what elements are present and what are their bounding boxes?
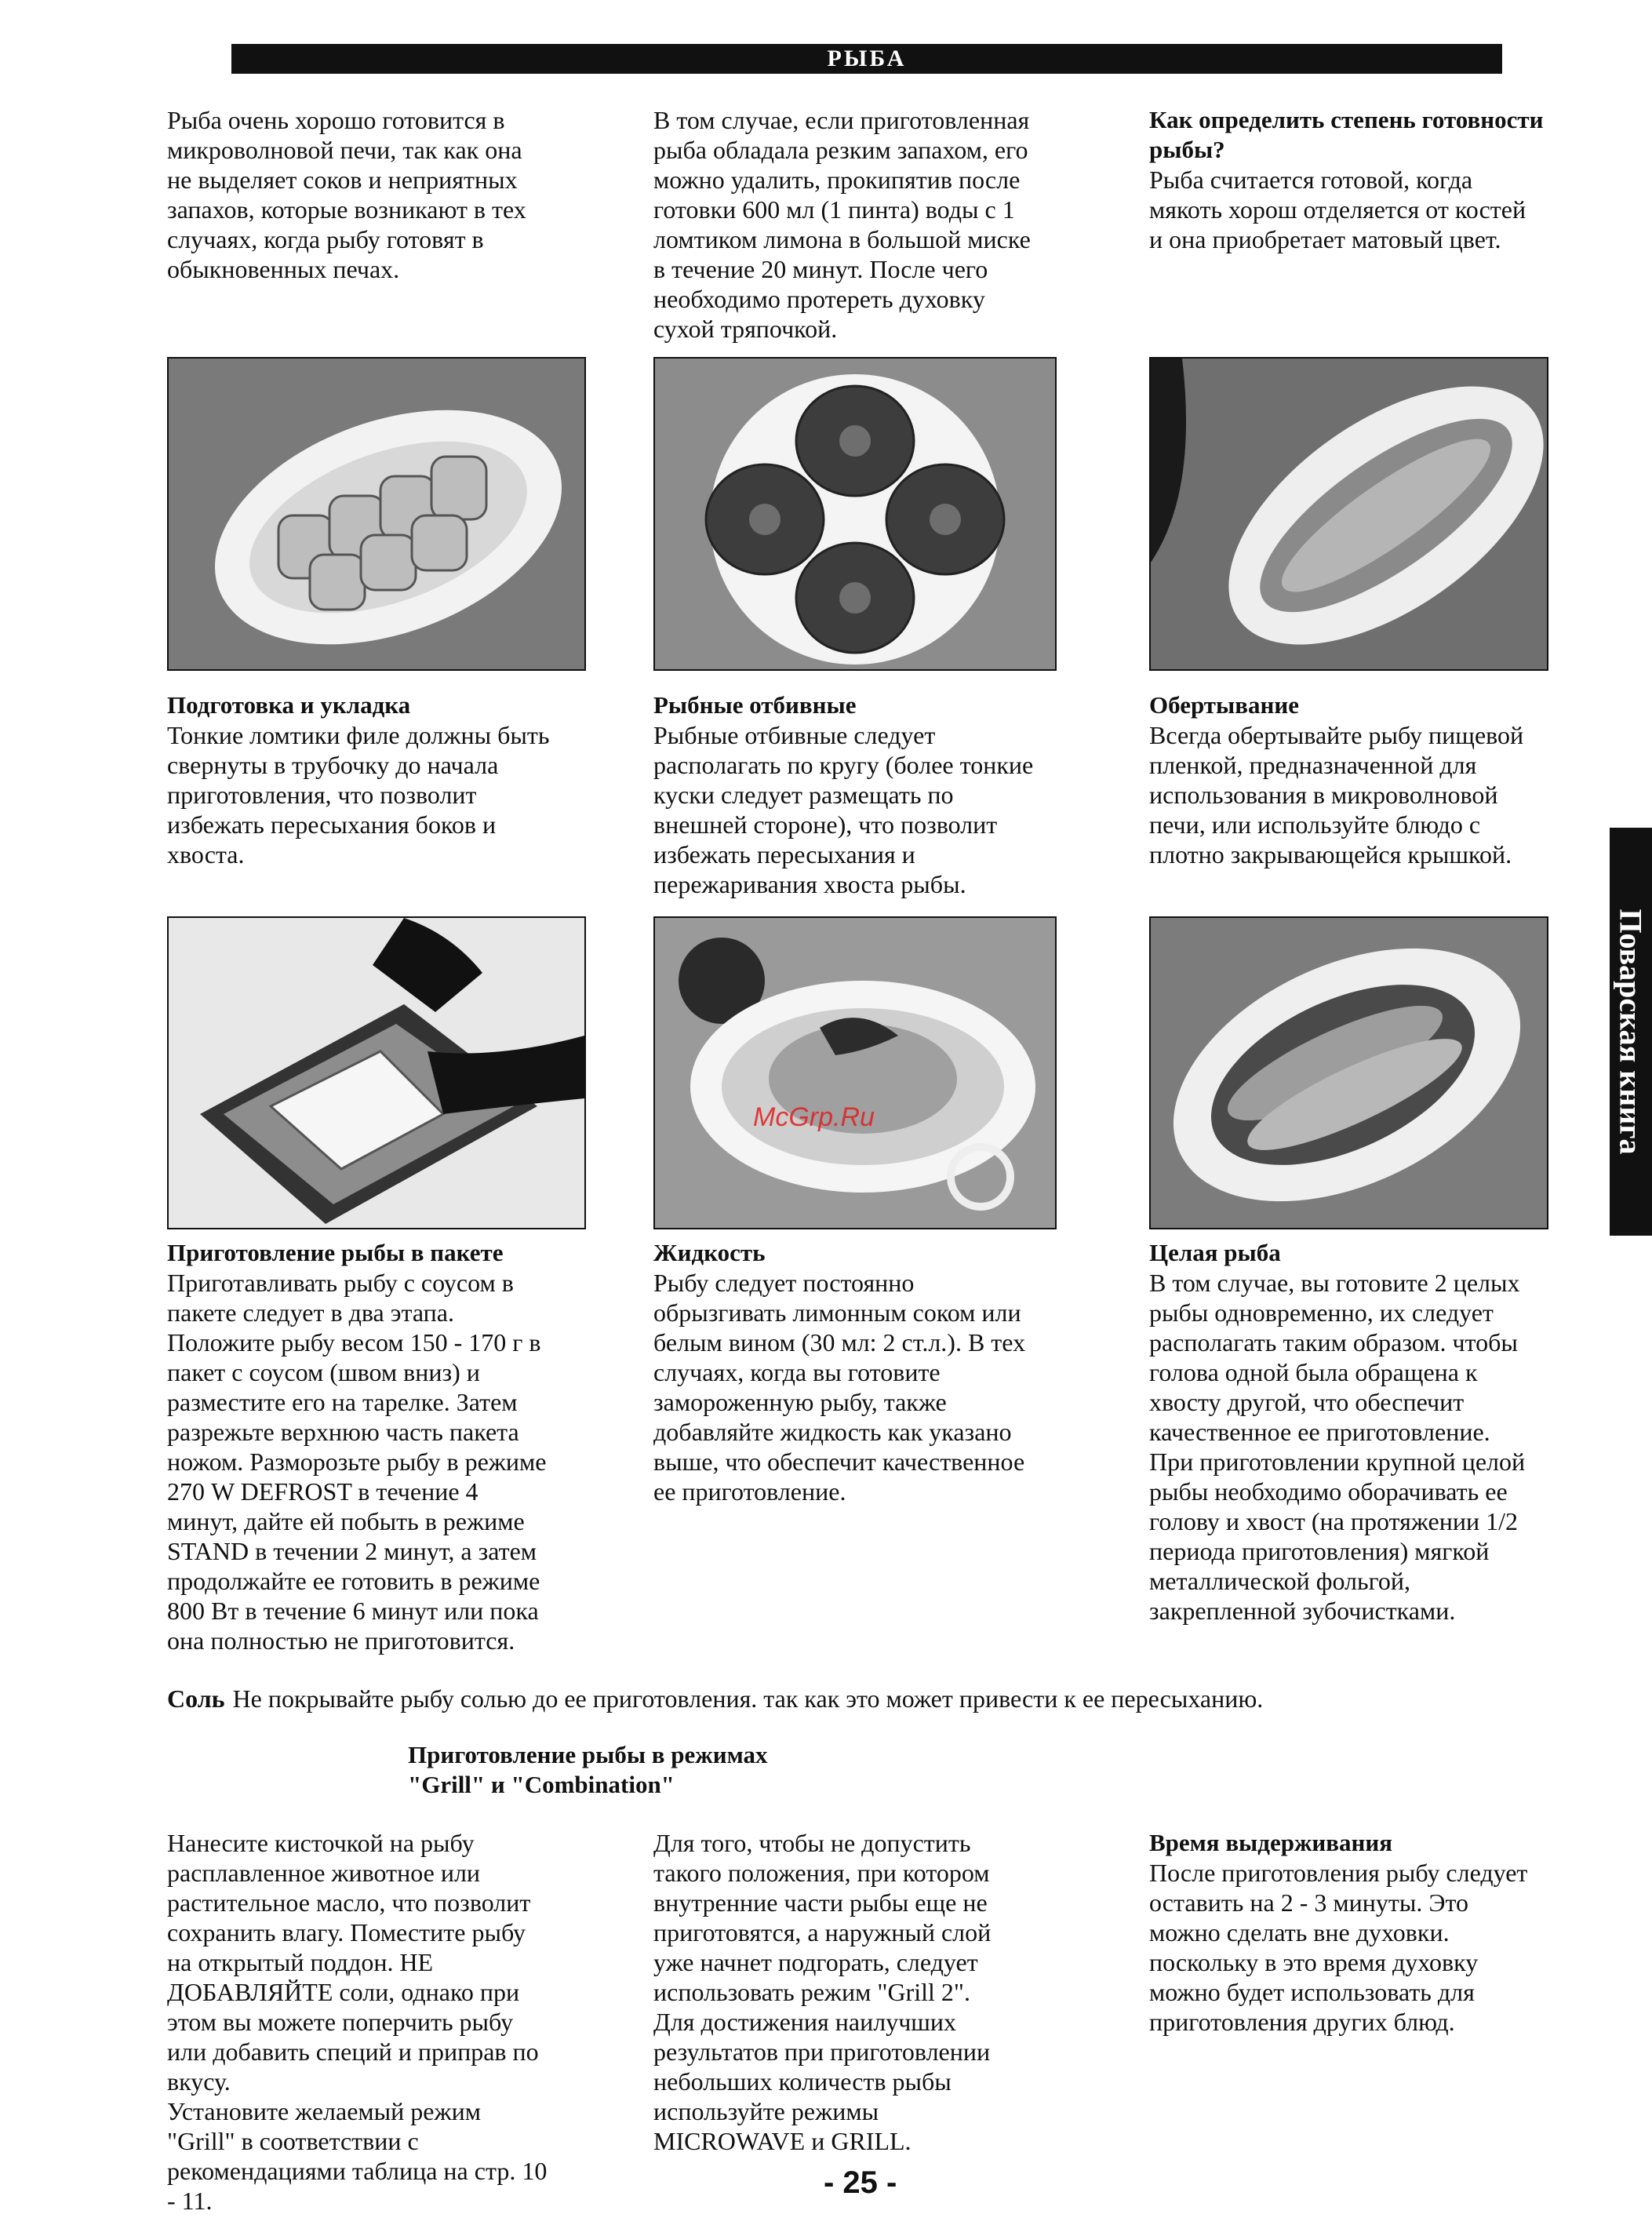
caption-liquid — [653, 1238, 1108, 1506]
photo-whole-fish — [1149, 916, 1548, 1229]
intro-column-1 — [167, 105, 606, 284]
section-header-bar — [231, 44, 1502, 74]
grill-text-2: Для того, чтобы не допустить такого положения, при котором внутренние части рыбы еще не приготовятся, а наружный слой уже начнет подгорать, следует использовать режим "Grill 2". Для достижения наилучших результатов при приготовлении небольших количеств рыбы используйте режимы MICROWAVE и GRILL. — [653, 1829, 992, 2155]
caption-liquid-text: Рыбу следует постоянно обрызгивать лимонным соком или белым вином (30 мл: 2 ст.л.). В тех случаях, когда вы готовите замороженную рыбу, также добавляйте жидкость как указано выше, что обеспечит качественное ее приготовление. — [653, 1269, 1026, 1506]
grill-column-1 — [167, 1828, 622, 2216]
salt-label: Соль — [167, 1684, 225, 1713]
photo-fish-steaks — [653, 357, 1057, 671]
photo-wrapped-fish — [1149, 357, 1548, 671]
section-title: РЫБА — [827, 46, 907, 71]
caption-whole-fish-title: Целая рыба — [1149, 1239, 1281, 1266]
photo-fish-in-bag — [167, 916, 586, 1229]
caption-liquid-title: Жидкость — [653, 1239, 766, 1266]
standing-time-heading: Время выдерживания — [1149, 1829, 1393, 1856]
cookbook-side-tab — [1610, 828, 1652, 1236]
caption-wrapping-title: Обертывание — [1149, 691, 1299, 719]
caption-bag-text: Приготавливать рыбу с соусом в пакете следует в два этапа. Положите рыбу весом 150 - 170 г в пакет с соусом (швом вниз) и разместите его на тарелке. Затем разрежьте верхнюю часть пакета ножом. Разморозьте рыбу в режиме 270 W DEFROST в течение 4 минут, дайте ей побыть в режиме STAND в течении 2 минут, а затем продолжайте ее готовить в режиме 800 Вт в течение 6 минут или пока она полностью не приготовится. — [167, 1269, 547, 1655]
caption-fish-steaks — [653, 690, 1108, 899]
caption-whole-fish — [1149, 1238, 1604, 1626]
cookbook-side-tab-label: Поварская книга — [1613, 909, 1649, 1155]
grill-section-heading: Приготовление рыбы в режимах "Grill" и "Combination" — [408, 1741, 768, 1798]
photo-fish-with-liquid — [653, 916, 1057, 1229]
caption-preparation-text: Тонкие ломтики филе должны быть свернуты в трубочку до начала приготовления, что позволит избежать пересыхания боков и хвоста. — [167, 721, 550, 869]
caption-fish-steaks-title: Рыбные отбивные — [653, 691, 857, 719]
grill-column-2 — [653, 1828, 1108, 2156]
photo-rolled-fillets — [167, 357, 586, 671]
salt-note — [167, 1684, 1501, 1713]
caption-wrapping — [1149, 690, 1604, 869]
watermark: McGrp.Ru — [753, 1102, 875, 1132]
caption-bag — [167, 1238, 622, 1655]
salt-text: Не покрывайте рыбу солью до ее приготовления. так как это может привести к ее пересыханию. — [232, 1684, 1264, 1713]
caption-fish-steaks-text: Рыбные отбивные следует располагать по кругу (более тонкие куски следует размещать по внешней стороне), что позволит избежать пересыхания и пережаривания хвоста рыбы. — [653, 721, 1034, 898]
caption-whole-fish-text: В том случае, вы готовите 2 целых рыбы одновременно, их следует располагать таким образом. чтобы голова одной была обращена к хвосту другой, что обеспечит качественное ее приготовление. При приготовлении крупной целой рыбы необходимо оборачивать ее голову и хвост (на протяжении 1/2 периода приготовления) мягкой металлической фольгой, закрепленной зубочистками. — [1149, 1269, 1526, 1625]
doneness-text: Рыба считается готовой, когда мякоть хорош отделяется от костей и она приобретает матовый цвет. — [1149, 166, 1526, 253]
caption-wrapping-text: Всегда обертывайте рыбу пищевой пленкой, предназначенной для использования в микроволновой печи, или используйте блюдо с плотно закрывающейся крышкой. — [1149, 721, 1524, 869]
page-number: - 25 - — [824, 2165, 897, 2200]
intro-column-2 — [653, 105, 1108, 344]
intro-column-3 — [1149, 105, 1620, 254]
caption-preparation-title: Подготовка и укладка — [167, 691, 411, 719]
grill-text-1: Нанесите кисточкой на рыбу расплавленное животное или растительное масло, что позволит сохранить влагу. Поместите рыбу на открытый поддон. НЕ ДОБАВЛЯЙТЕ соли, однако при этом вы можете поперчить рыбу или добавить специй и приправ по вкусу. Установите желаемый режим "Grill" в соответствии с рекомендациями таблица на стр. 10 - 11. — [167, 1829, 548, 2215]
intro-text-1: Рыба очень хорошо готовится в микроволновой печи, так как она не выделяет соков и неприятных запахов, которые возникают в тех случаях, когда рыбу готовят в обыкновенных печах. — [167, 106, 526, 283]
doneness-heading: Как определить степень готовности рыбы? — [1149, 106, 1544, 163]
grill-column-3 — [1149, 1828, 1604, 2037]
intro-text-2: В том случае, если приготовленная рыба обладала резким запахом, его можно удалить, прокипятив после готовки 600 мл (1 пинта) воды с 1 ломтиком лимона в большой миске в течение 20 минут. После чего необходимо протереть духовку сухой тряпочкой. — [653, 106, 1031, 343]
caption-preparation — [167, 690, 606, 869]
standing-time-text: После приготовления рыбу следует оставить на 2 - 3 минуты. Это можно сделать вне духовки. поскольку в это время духовку можно будет использовать для приготовления других блюд. — [1149, 1859, 1528, 2036]
caption-bag-title: Приготовление рыбы в пакете — [167, 1239, 504, 1266]
